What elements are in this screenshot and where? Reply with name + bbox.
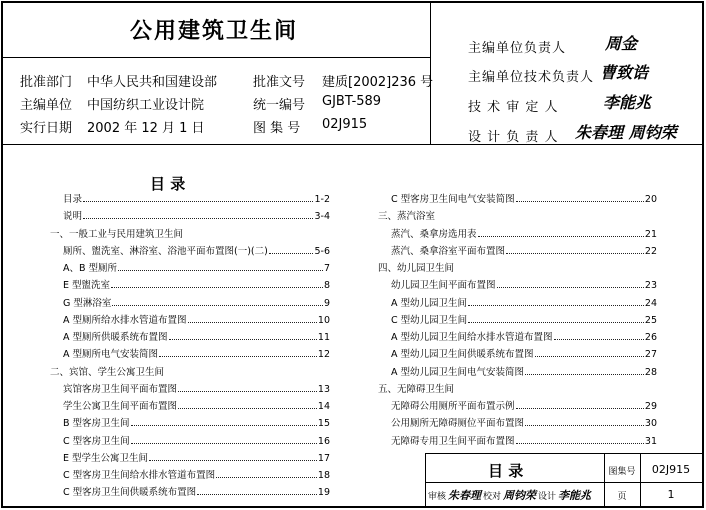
header-value: 02J915 xyxy=(322,117,368,132)
toc-section-heading xyxy=(50,366,330,380)
toc-entry-label: A 型厕所给水排水管道布置图 xyxy=(63,314,187,326)
toc-leader-dots xyxy=(516,443,644,444)
toc-entry-label: A 型幼儿园卫生间供暖系统布置图 xyxy=(391,349,534,361)
toc-leader-dots xyxy=(197,494,317,495)
toc-entry-label: E 型学生公寓卫生间 xyxy=(63,452,149,464)
toc-entry xyxy=(391,400,657,414)
header-value: 2002 年 12 月 1 日 xyxy=(87,121,205,136)
toc-entry-page: 7 xyxy=(323,263,330,274)
toc-entry-label: C 型客房卫生间给水排水管道布置图 xyxy=(63,470,216,481)
toc-entry-label: C 型客房卫生间供暖系统布置图 xyxy=(63,487,197,499)
toc-entry xyxy=(63,297,330,311)
toc-leader-dots xyxy=(169,339,317,340)
toc-entry-label: 目录 xyxy=(63,194,83,205)
toc-entry-page: 31 xyxy=(644,435,657,447)
toc-leader-dots xyxy=(525,374,644,375)
toc-entry-page: 8 xyxy=(323,280,330,292)
toc-entry-page: 30 xyxy=(644,418,657,430)
page-value: 1 xyxy=(667,488,675,501)
toc-entry xyxy=(63,486,330,500)
toc-leader-dots xyxy=(112,305,323,306)
check-signature: 周钧荣 xyxy=(503,489,537,502)
toc-entry-label: 三、蒸汽浴室 xyxy=(378,211,436,223)
toc-entry-page: 28 xyxy=(644,366,657,378)
toc-entry xyxy=(63,279,330,293)
page-label: 页 xyxy=(617,492,627,502)
toc-entry xyxy=(391,228,657,242)
toc-entry xyxy=(391,279,657,293)
toc-leader-dots xyxy=(83,201,313,202)
toc-entry-page: 22 xyxy=(644,245,657,257)
toc-leader-dots xyxy=(478,236,644,237)
toc-entry-page: 23 xyxy=(644,280,657,292)
toc-entry xyxy=(391,331,657,345)
toc-entry xyxy=(391,366,657,380)
toc-entry xyxy=(63,348,330,362)
toc-entry-page: 11 xyxy=(317,332,330,343)
toc-section-heading xyxy=(50,228,330,242)
design-signature: 李能兆 xyxy=(558,489,592,502)
titleblock-name: 目 录 xyxy=(488,462,524,480)
toc-section-heading xyxy=(378,210,657,224)
toc-leader-dots xyxy=(516,408,644,409)
toc-entry-page: 20 xyxy=(644,194,657,205)
toc-entry-page: 17 xyxy=(317,452,330,464)
toc-entry-page: 15 xyxy=(317,418,330,430)
toc-entry xyxy=(63,262,330,276)
toc-leader-dots xyxy=(468,322,644,323)
responsible-role: 主编单位技术负责人 xyxy=(468,70,595,85)
toc-entry xyxy=(63,210,330,224)
review-signature: 朱春理 xyxy=(448,489,482,502)
toc-entry-page: 27 xyxy=(644,349,657,361)
review-label: 审核 xyxy=(428,491,447,502)
toc-entry-page: 21 xyxy=(644,228,657,240)
titleblock-left-line xyxy=(425,453,426,508)
toc-entry xyxy=(63,383,330,397)
toc-leader-dots xyxy=(497,287,644,288)
toc-entry-page: 25 xyxy=(644,314,657,326)
toc-leader-dots xyxy=(131,425,317,426)
toc-entry xyxy=(391,314,657,328)
toc-entry-page: 14 xyxy=(317,401,330,412)
top-bottom-line xyxy=(2,144,704,145)
toc-entry xyxy=(63,452,330,466)
toc-leader-dots xyxy=(535,356,644,357)
toc-title: 目 录 xyxy=(150,175,186,193)
toc-entry-page: 16 xyxy=(317,435,330,447)
header-key: 批准文号 xyxy=(253,75,306,90)
toc-entry-label: 五、无障碍卫生间 xyxy=(378,383,455,395)
toc-leader-dots xyxy=(216,477,317,478)
toc-leader-dots xyxy=(118,270,323,271)
toc-entry-page: 3-4 xyxy=(314,211,330,223)
title-underline xyxy=(2,57,430,58)
titleblock-sep-1 xyxy=(604,453,605,508)
toc-leader-dots xyxy=(83,218,313,219)
toc-entry-label: A 型幼儿园卫生间 xyxy=(391,297,468,309)
responsible-signature: 朱春理 周钧荣 xyxy=(575,123,677,142)
toc-entry-page: 12 xyxy=(317,349,330,361)
toc-entry-label: A 型厕所电气安装简图 xyxy=(63,349,159,361)
design-label: 设计 xyxy=(538,491,557,502)
responsible-role: 技 术 审 定 人 xyxy=(468,100,559,115)
check-label: 校对 xyxy=(483,491,502,502)
titleblock-mid-line xyxy=(425,482,704,483)
header-value: GJBT-589 xyxy=(322,94,382,109)
toc-entry-label: C 型幼儿园卫生间 xyxy=(391,314,468,326)
toc-leader-dots xyxy=(149,460,317,461)
toc-entry-label: 无障碍专用卫生间平面布置图 xyxy=(391,435,515,447)
toc-entry-page: 19 xyxy=(317,487,330,499)
toc-entry xyxy=(391,417,657,431)
atlas-title: 公用建筑卫生间 xyxy=(130,19,299,44)
toc-entry-label: C 型客房卫生间 xyxy=(63,435,130,447)
toc-entry-page: 10 xyxy=(317,314,330,326)
toc-entry xyxy=(63,314,330,328)
header-value: 建质[2002]236 号 xyxy=(322,75,434,90)
responsible-role: 设 计 负 责 人 xyxy=(468,130,559,145)
toc-entry-page: 1-2 xyxy=(314,194,330,205)
toc-entry-label: 说明 xyxy=(63,211,83,223)
toc-entry xyxy=(63,245,330,259)
header-key: 批准部门 xyxy=(20,75,73,90)
toc-section-heading xyxy=(378,383,657,397)
toc-entry-label: 蒸汽、桑拿浴室平面布置图 xyxy=(391,245,506,257)
toc-leader-dots xyxy=(269,253,314,254)
toc-entry-label: 学生公寓卫生间平面布置图 xyxy=(63,401,178,412)
toc-entry-page: 18 xyxy=(317,470,330,481)
titleblock-sep-2 xyxy=(640,453,641,508)
toc-entry-label: C 型客房卫生间电气安装简图 xyxy=(391,194,515,205)
toc-entry xyxy=(63,469,330,483)
toc-leader-dots xyxy=(525,425,644,426)
responsible-signature: 曹致诰 xyxy=(600,63,649,82)
titleblock-top-line xyxy=(425,453,704,454)
toc-entry-page: 13 xyxy=(317,383,330,395)
responsible-role: 主编单位负责人 xyxy=(468,41,567,56)
toc-leader-dots xyxy=(506,253,644,254)
toc-leader-dots xyxy=(188,322,317,323)
toc-leader-dots xyxy=(111,287,323,288)
toc-entry-label: B 型客房卫生间 xyxy=(63,418,130,430)
toc-entry-label: 幼儿园卫生间平面布置图 xyxy=(391,280,496,292)
header-key: 主编单位 xyxy=(20,98,73,113)
toc-entry-label: A 型幼儿园卫生间电气安装简图 xyxy=(391,366,525,378)
titleblock-signature-row xyxy=(428,486,603,504)
toc-entry-label: 公用厕所无障碍厕位平面布置图 xyxy=(391,418,525,430)
atlas-number-label: 图集号 xyxy=(608,467,636,477)
toc-entry xyxy=(63,435,330,449)
header-value: 中华人民共和国建设部 xyxy=(87,75,218,90)
header-key: 图 集 号 xyxy=(253,121,301,136)
toc-entry xyxy=(391,193,657,207)
toc-leader-dots xyxy=(159,356,317,357)
toc-entry-label: 二、宾馆、学生公寓卫生间 xyxy=(50,366,165,378)
toc-entry-page: 26 xyxy=(644,332,657,343)
toc-entry xyxy=(63,400,330,414)
toc-entry-label: E 型盥洗室 xyxy=(63,280,111,292)
toc-leader-dots xyxy=(178,408,317,409)
toc-leader-dots xyxy=(516,201,644,202)
toc-entry-label: G 型淋浴室 xyxy=(63,297,112,309)
toc-entry-page: 5-6 xyxy=(314,245,330,257)
toc-entry-label: 一、一般工业与民用建筑卫生间 xyxy=(50,228,184,240)
toc-entry xyxy=(63,193,330,207)
toc-leader-dots xyxy=(554,339,644,340)
header-key: 实行日期 xyxy=(20,121,73,136)
toc-entry xyxy=(391,348,657,362)
responsible-signature: 李能兆 xyxy=(603,93,652,112)
toc-entry xyxy=(63,331,330,345)
toc-entry-label: 蒸汽、桑拿房选用表 xyxy=(391,228,477,240)
toc-entry-label: 无障碍公用厕所平面布置示例 xyxy=(391,401,515,412)
toc-entry-label: A 型厕所供暖系统布置图 xyxy=(63,332,168,343)
header-value: 中国纺织工业设计院 xyxy=(87,98,205,113)
toc-section-heading xyxy=(378,262,657,276)
header-key: 统一编号 xyxy=(253,98,306,113)
toc-entry-page: 9 xyxy=(323,297,330,309)
responsible-signature: 周金 xyxy=(605,34,638,53)
toc-entry-page: 29 xyxy=(644,401,657,412)
atlas-number-value: 02J915 xyxy=(651,463,691,476)
toc-leader-dots xyxy=(468,305,644,306)
toc-entry-label: 四、幼儿园卫生间 xyxy=(378,263,455,274)
toc-entry xyxy=(391,245,657,259)
toc-entry-label: 宾馆客房卫生间平面布置图 xyxy=(63,383,178,395)
toc-entry-label: 厕所、盥洗室、淋浴室、浴池平面布置图(一)(二) xyxy=(63,245,268,257)
toc-entry xyxy=(391,297,657,311)
toc-entry xyxy=(391,435,657,449)
toc-entry-label: A、B 型厕所 xyxy=(63,263,118,274)
toc-entry xyxy=(63,417,330,431)
toc-leader-dots xyxy=(131,443,317,444)
toc-entry-label: A 型幼儿园卫生间给水排水管道布置图 xyxy=(391,332,553,343)
toc-entry-page: 24 xyxy=(644,297,657,309)
toc-leader-dots xyxy=(178,391,317,392)
